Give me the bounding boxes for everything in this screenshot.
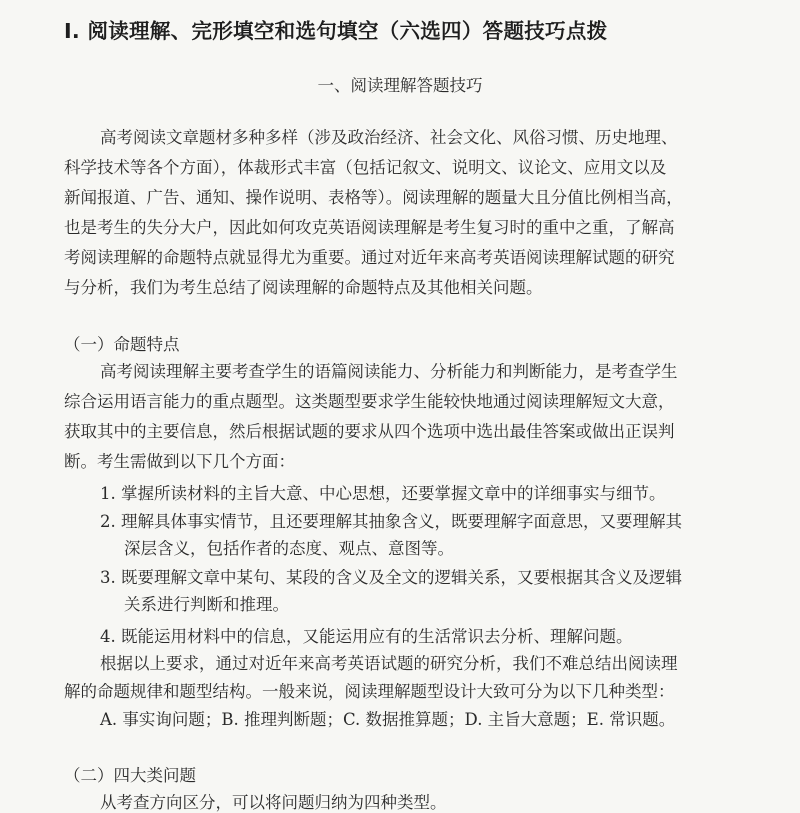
list-item-continued: 深层含义，包括作者的态度、观点、意图等。 (124, 539, 454, 558)
para-line: 高考阅读理解主要考查学生的语篇阅读能力、分析能力和判断能力，是考查学生 (100, 362, 678, 381)
intro-line: 也是考生的失分大户，因此如何攻克英语阅读理解是考生复习时的重中之重，了解高 (64, 218, 675, 237)
para-line: 解的命题规律和题型结构。一般来说，阅读理解题型设计大致可分为以下几种类型： (64, 682, 675, 701)
question-types: A. 事实询问题；B. 推理判断题；C. 数据推算题；D. 主旨大意题；E. 常识题。 (100, 710, 676, 729)
list-item: 2. 理解具体事实情节，且还要理解其抽象含义，既要理解字面意思，又要理解其 (100, 512, 682, 531)
section-heading: （二）四大类问题 (64, 766, 196, 785)
para-line: 根据以上要求，通过对近年来高考英语试题的研究分析，我们不难总结出阅读理 (100, 654, 678, 673)
para-line-partial: 从考查方向区分，可以将问题归纳为四种类型。 (100, 793, 447, 812)
intro-line: 新闻报道、广告、通知、操作说明、表格等）。阅读理解的题量大且分值比例相当高， (64, 188, 683, 207)
intro-line: 高考阅读文章题材多种多样（涉及政治经济、社会文化、风俗习惯、历史地理、 (100, 128, 678, 147)
list-item-continued: 关系进行判断和推理。 (124, 595, 289, 614)
list-item: 3. 既要理解文章中某句、某段的含义及全文的逻辑关系，又要根据其含义及逻辑 (100, 568, 682, 587)
para-line: 获取其中的主要信息，然后根据试题的要求从四个选项中选出最佳答案或做出正误判 (64, 422, 675, 441)
list-item: 4. 既能运用材料中的信息，又能运用应有的生活常识去分析、理解问题。 (100, 627, 633, 646)
intro-line: 与分析，我们为考生总结了阅读理解的命题特点及其他相关问题。 (64, 278, 543, 297)
section-subtitle: 一、阅读理解答题技巧 (317, 76, 483, 95)
intro-line: 科学技术等各个方面），体裁形式丰富（包括记叙文、说明文、议论文、应用文以及 (64, 158, 667, 177)
list-item: 1. 掌握所读材料的主旨大意、中心思想，还要掌握文章中的详细事实与细节。 (100, 484, 666, 503)
para-line: 断。考生需做到以下几个方面： (64, 452, 295, 471)
para-line: 综合运用语言能力的重点题型。这类题型要求学生能较快地通过阅读理解短文大意， (64, 392, 675, 411)
section-heading: （一）命题特点 (64, 335, 180, 354)
intro-line: 考阅读理解的命题特点就显得尤为重要。通过对近年来高考英语阅读理解试题的研究 (64, 248, 675, 267)
page-title: I. 阅读理解、完形填空和选句填空（六选四）答题技巧点拨 (64, 19, 608, 43)
